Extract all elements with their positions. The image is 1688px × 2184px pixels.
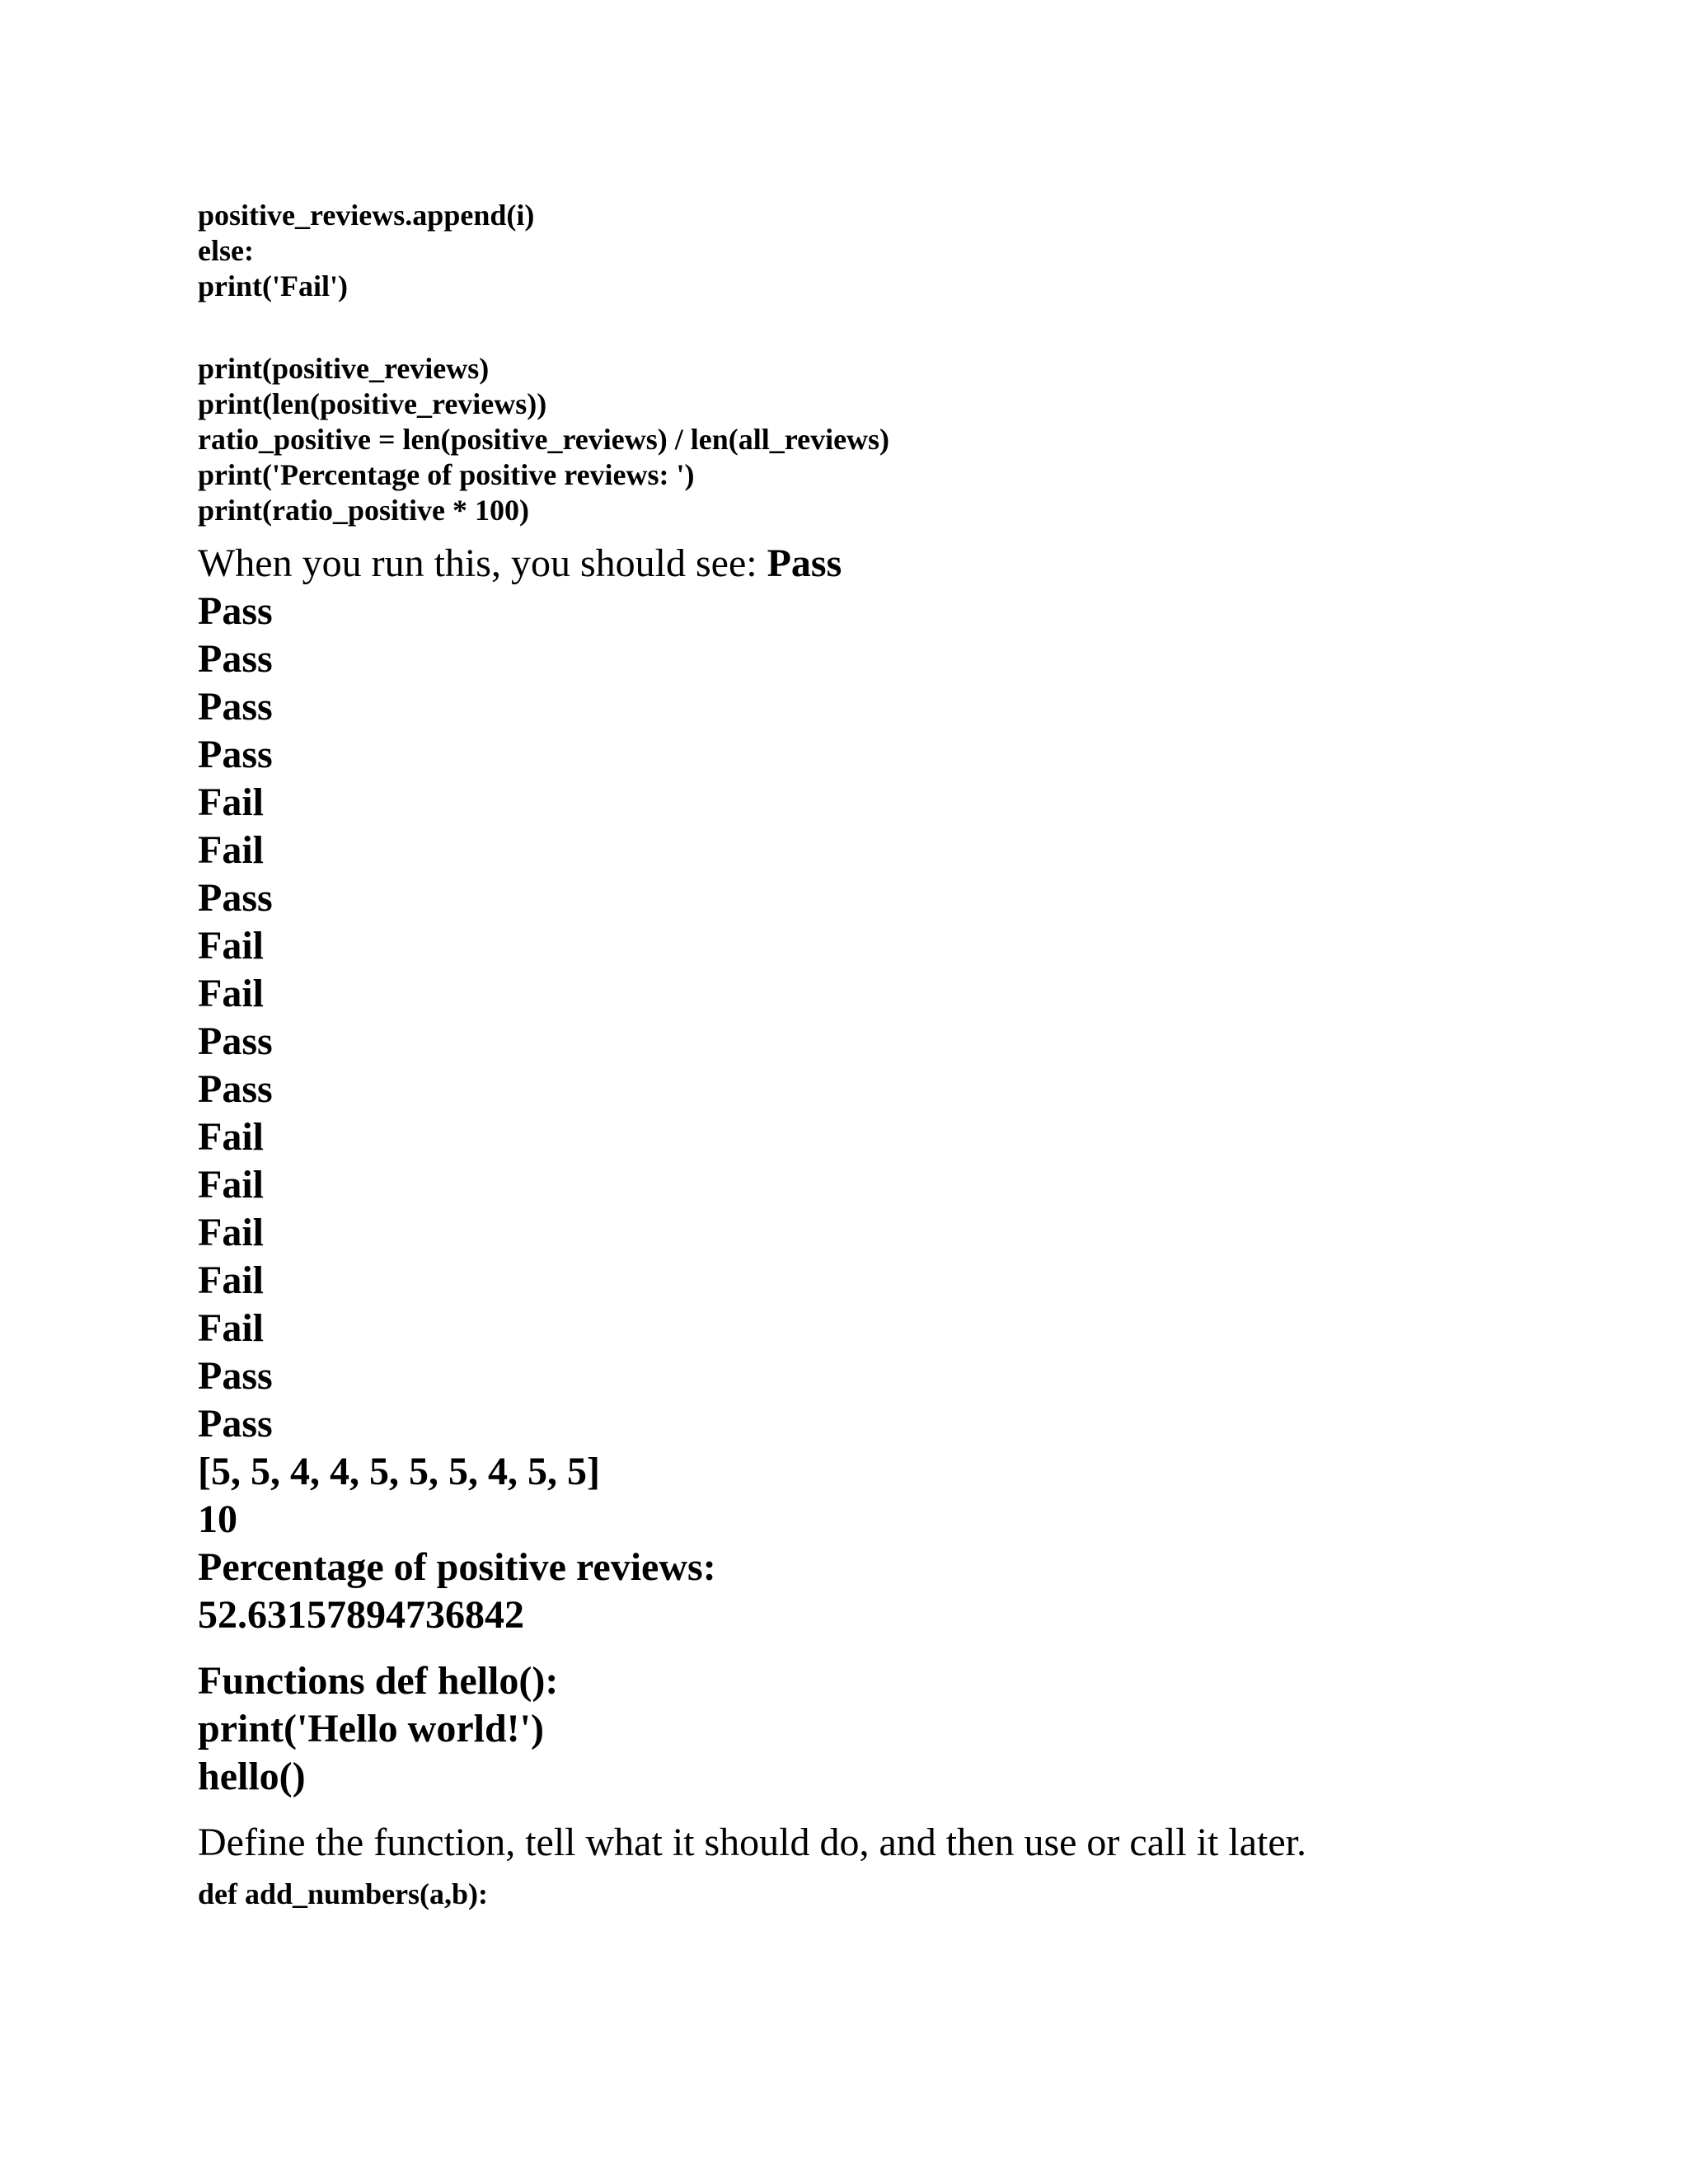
code-block-add-numbers — [198, 1877, 1566, 1912]
run-intro-paragraph — [198, 540, 1566, 588]
output-line: Pass — [198, 589, 273, 633]
code-line: print('Fail') — [198, 269, 348, 302]
output-line: Fail — [198, 972, 264, 1015]
output-line: Pass — [198, 1067, 273, 1111]
code-line: print(len(positive_reviews)) — [198, 387, 547, 420]
code-line: print('Percentage of positive reviews: ') — [198, 458, 695, 491]
functions-heading-line: Functions def hello(): — [198, 1659, 559, 1703]
first-output-line: Pass — [767, 541, 842, 585]
code-line: print(ratio_positive * 100) — [198, 494, 529, 527]
code-line: ratio_positive = len(positive_reviews) / len(all_reviews) — [198, 423, 890, 456]
output-count-line: 10 — [198, 1497, 237, 1541]
output-line: Pass — [198, 876, 273, 920]
code-line: print('Hello world!') — [198, 1707, 544, 1750]
output-line: Fail — [198, 780, 264, 824]
output-line: Pass — [198, 637, 273, 681]
code-line: def add_numbers(a,b): — [198, 1877, 489, 1910]
code-block-print-ratio — [198, 351, 1566, 528]
output-line: Pass — [198, 1019, 273, 1063]
functions-block — [198, 1657, 1566, 1801]
code-line: hello() — [198, 1755, 306, 1798]
code-line: print(positive_reviews) — [198, 352, 490, 385]
output-list-line: [5, 5, 4, 4, 5, 5, 5, 4, 5, 5] — [198, 1450, 600, 1493]
output-line: Pass — [198, 685, 273, 729]
output-line: Fail — [198, 1258, 264, 1302]
output-percentage-label: Percentage of positive reviews: — [198, 1545, 716, 1589]
spacer — [198, 304, 1566, 351]
output-line: Fail — [198, 924, 264, 968]
output-line: Pass — [198, 1402, 273, 1446]
code-block-append-else — [198, 198, 1566, 304]
output-percentage-value: 52.63157894736842 — [198, 1593, 524, 1637]
code-line: positive_reviews.append(i) — [198, 199, 535, 232]
code-line: else: — [198, 234, 254, 267]
output-line: Fail — [198, 1306, 264, 1350]
output-line: Pass — [198, 1354, 273, 1398]
document-content — [198, 198, 1566, 1912]
output-line: Pass — [198, 733, 273, 776]
run-intro-text: When you run this, you should see: — [198, 541, 767, 585]
output-line: Fail — [198, 828, 264, 872]
output-line: Fail — [198, 1115, 264, 1159]
define-function-paragraph: Define the function, tell what it should do, and then use or call it later. — [198, 1821, 1306, 1864]
output-line: Fail — [198, 1211, 264, 1254]
output-line: Fail — [198, 1163, 264, 1207]
program-output — [198, 588, 1566, 1639]
